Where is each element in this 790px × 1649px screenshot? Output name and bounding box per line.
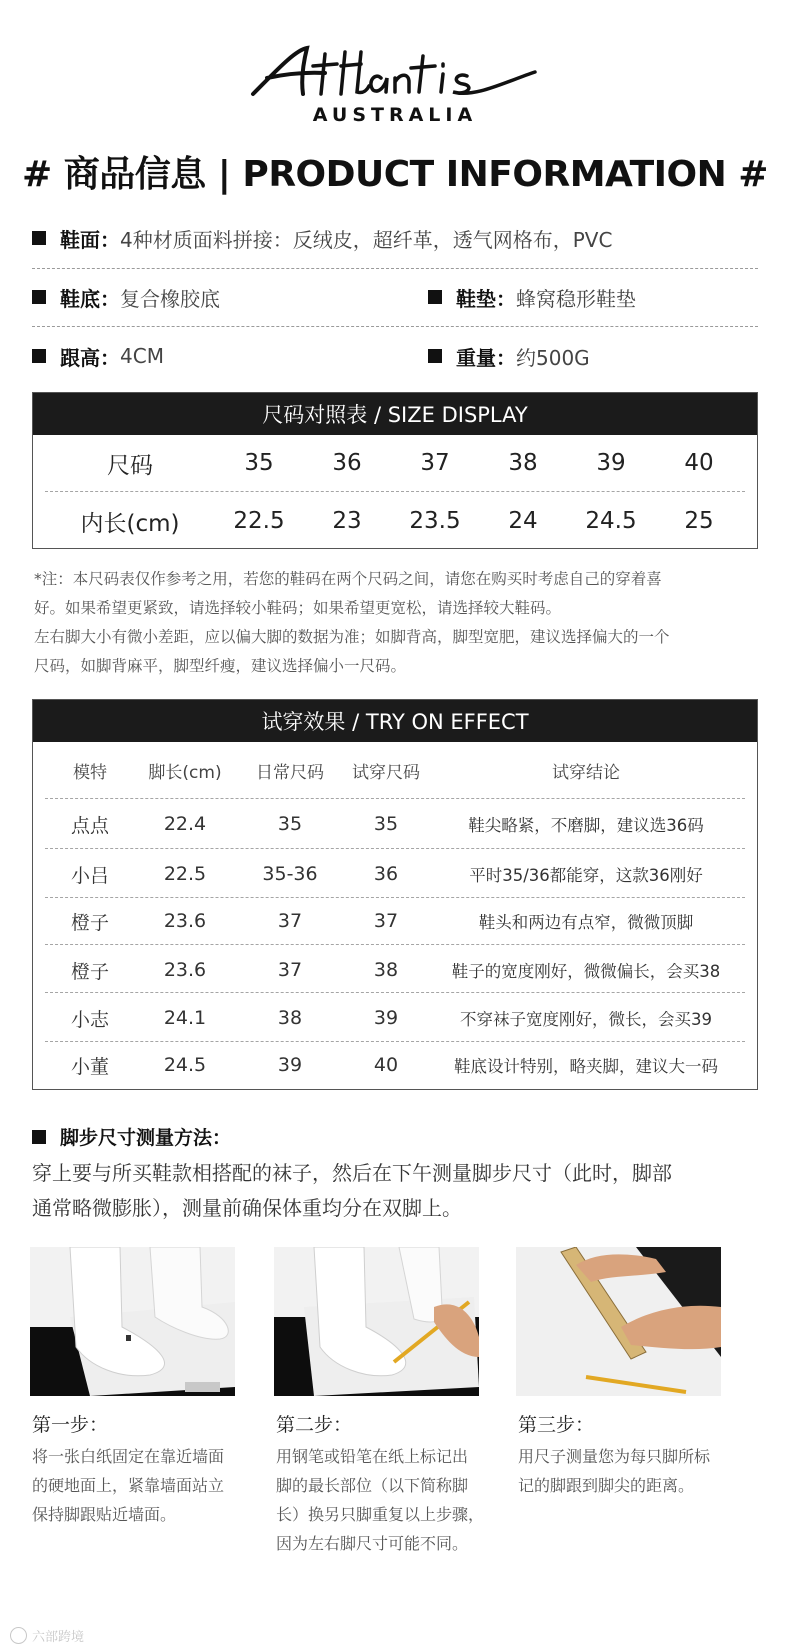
daily-size-cell: 37 <box>277 910 303 932</box>
conclusion-cell: 平时35/36都能穿，这款36刚好 <box>469 866 703 885</box>
length-cell: 24.5 <box>585 508 637 534</box>
step3-title: 第三步： <box>518 1414 595 1436</box>
watermark-text: 六部跨境 <box>32 1630 85 1645</box>
size-cell: 38 <box>508 450 538 476</box>
length-row <box>45 493 745 549</box>
spec-value: 复合橡胶底 <box>120 286 220 311</box>
note-line: 左右脚大小有微小差距，应以偏大脚的数据为准；如脚背高，脚型宽肥，建议选择偏大的一个 <box>34 628 670 646</box>
step-line: 长）换另只脚重复以上步骤， <box>276 1505 485 1524</box>
spec-key: 跟高： <box>60 345 120 370</box>
model-cell: 橙子 <box>70 911 109 934</box>
header-cell: 试穿结论 <box>552 762 620 783</box>
conclusion-cell: 鞋底设计特别，略夹脚，建议大一码 <box>454 1057 718 1076</box>
table-row <box>45 850 745 898</box>
step1-description <box>32 1442 254 1529</box>
measure-description <box>32 1156 762 1226</box>
square-bullet-icon <box>428 290 442 304</box>
divider <box>45 848 745 849</box>
step-line: 用尺子测量您为每只脚所标 <box>518 1447 711 1466</box>
square-bullet-icon <box>32 290 46 304</box>
spec-key: 鞋底： <box>60 286 120 311</box>
size-cell: 39 <box>596 450 626 476</box>
foot-length-cell: 23.6 <box>163 959 207 981</box>
daily-size-cell: 39 <box>277 1054 303 1076</box>
spec-value: 约500G <box>516 345 590 370</box>
divider <box>45 491 745 492</box>
step-line: 用钢笔或铅笔在纸上标记出 <box>276 1447 469 1466</box>
header-cell: 模特 <box>73 762 107 783</box>
foot-length-cell: 22.4 <box>163 813 207 835</box>
square-bullet-icon <box>428 349 442 363</box>
try-on-table <box>32 699 758 1090</box>
measure-line: 穿上要与所买鞋款相搭配的袜子，然后在下午测量脚步尺寸（此时，脚部 <box>32 1161 672 1185</box>
step2-description <box>276 1442 498 1558</box>
step-line: 记的脚跟到脚尖的距离。 <box>518 1476 695 1495</box>
try-on-table-title: 试穿效果 / TRY ON EFFECT <box>33 700 757 742</box>
step-line: 脚的最长部位（以下简称脚 <box>276 1476 469 1495</box>
note-line: 好。如果希望更紧致，请选择较小鞋码；如果希望更宽松，请选择较大鞋码。 <box>34 599 562 617</box>
size-table-title: 尺码对照表 / SIZE DISPLAY <box>33 393 757 435</box>
foot-length-cell: 22.5 <box>163 863 207 885</box>
size-note <box>34 565 764 681</box>
watermark <box>10 1626 84 1645</box>
step1-title: 第一步： <box>32 1414 109 1436</box>
step3-photo <box>516 1247 721 1396</box>
size-table <box>32 392 758 549</box>
spec-heel <box>32 342 428 371</box>
foot-length-cell: 24.1 <box>163 1007 207 1029</box>
header-cell: 试穿尺码 <box>352 762 420 783</box>
daily-size-cell: 35-36 <box>262 863 318 885</box>
daily-size-cell: 37 <box>277 959 303 981</box>
spec-weight <box>428 342 590 371</box>
size-label: 尺码 <box>107 452 153 479</box>
table-row <box>45 946 745 994</box>
measure-title <box>32 1123 231 1150</box>
length-cell: 23.5 <box>409 508 461 534</box>
length-cell: 22.5 <box>233 508 285 534</box>
length-cell: 25 <box>684 508 714 534</box>
daily-size-cell: 38 <box>277 1007 303 1029</box>
conclusion-cell: 鞋尖略紧，不磨脚，建议选36码 <box>468 816 704 835</box>
measure-line: 通常略微膨胀），测量前确保体重均分在双脚上。 <box>32 1196 462 1220</box>
spec-sole <box>32 283 428 312</box>
foot-length-cell: 23.6 <box>163 910 207 932</box>
step-line: 的硬地面上，紧靠墙面站立 <box>32 1476 225 1495</box>
daily-size-cell: 35 <box>277 813 303 835</box>
square-bullet-icon <box>32 349 46 363</box>
try-size-cell: 38 <box>373 959 399 981</box>
divider <box>45 798 745 799</box>
step1-photo <box>30 1247 235 1396</box>
size-cell: 40 <box>684 450 714 476</box>
size-cell: 35 <box>244 450 274 476</box>
try-size-cell: 40 <box>373 1054 399 1076</box>
try-size-cell: 36 <box>373 863 399 885</box>
size-cell: 37 <box>420 450 450 476</box>
measure-title-text: 脚步尺寸测量方法： <box>60 1127 232 1149</box>
size-row <box>45 435 745 491</box>
brand-logo <box>0 42 790 132</box>
step-line: 保持脚跟贴近墙面。 <box>32 1505 177 1524</box>
step-line: 将一张白纸固定在靠近墙面 <box>32 1447 225 1466</box>
step-line: 因为左右脚尺寸可能不同。 <box>276 1534 469 1553</box>
model-cell: 橙子 <box>70 960 109 983</box>
try-size-cell: 37 <box>373 910 399 932</box>
table-row <box>45 1042 745 1088</box>
table-row <box>45 994 745 1042</box>
spec-value: 4种材质面料拼接：反绒皮，超纤革，透气网格布，PVC <box>120 227 613 252</box>
try-size-cell: 39 <box>373 1007 399 1029</box>
step2-photo <box>274 1247 479 1396</box>
try-size-cell: 35 <box>373 813 399 835</box>
spec-row-upper <box>32 207 758 269</box>
model-cell: 点点 <box>70 814 109 837</box>
conclusion-cell: 鞋头和两边有点窄，微微顶脚 <box>478 913 694 932</box>
spec-row-heel <box>32 325 758 387</box>
spec-value: 4CM <box>120 344 164 368</box>
divider <box>45 944 745 945</box>
model-cell: 小董 <box>70 1055 109 1078</box>
length-cell: 23 <box>332 508 362 534</box>
spec-upper <box>32 224 612 253</box>
try-header-row <box>45 742 745 798</box>
spec-key: 重量： <box>456 345 516 370</box>
foot-length-cell: 24.5 <box>163 1054 207 1076</box>
conclusion-cell: 鞋子的宽度刚好，微微偏长，会买38 <box>451 962 721 981</box>
size-cell: 36 <box>332 450 362 476</box>
model-cell: 小吕 <box>70 864 109 887</box>
table-row <box>45 898 745 944</box>
divider <box>45 992 745 993</box>
header-cell: 日常尺码 <box>256 762 324 783</box>
note-line: *注：本尺码表仅作参考之用，若您的鞋码在两个尺码之间，请您在购买时考虑自己的穿着喜 <box>34 570 662 588</box>
conclusion-cell: 不穿袜子宽度刚好，微长，会买39 <box>460 1010 712 1029</box>
length-label: 内长(cm) <box>80 510 180 537</box>
spec-key: 鞋面： <box>60 227 120 252</box>
square-bullet-icon <box>32 231 46 245</box>
brand-subtitle: AUSTRALIA <box>312 104 478 126</box>
step2-title: 第二步： <box>276 1414 353 1436</box>
spec-insole <box>428 283 636 312</box>
spec-value: 蜂窝稳形鞋垫 <box>516 286 636 311</box>
logo-script-icon <box>245 42 545 102</box>
watermark-logo-icon <box>10 1627 27 1644</box>
spec-row-sole <box>32 266 758 328</box>
step3-description <box>518 1442 740 1500</box>
length-cell: 24 <box>508 508 538 534</box>
table-row <box>45 800 745 848</box>
page-title: # 商品信息 | PRODUCT INFORMATION # <box>22 154 768 195</box>
note-line: 尺码，如脚背麻平，脚型纤瘦，建议选择偏小一尺码。 <box>34 657 407 675</box>
model-cell: 小志 <box>70 1008 109 1031</box>
square-bullet-icon <box>32 1130 46 1144</box>
spec-key: 鞋垫： <box>456 286 516 311</box>
header-cell: 脚长(cm) <box>148 762 222 783</box>
